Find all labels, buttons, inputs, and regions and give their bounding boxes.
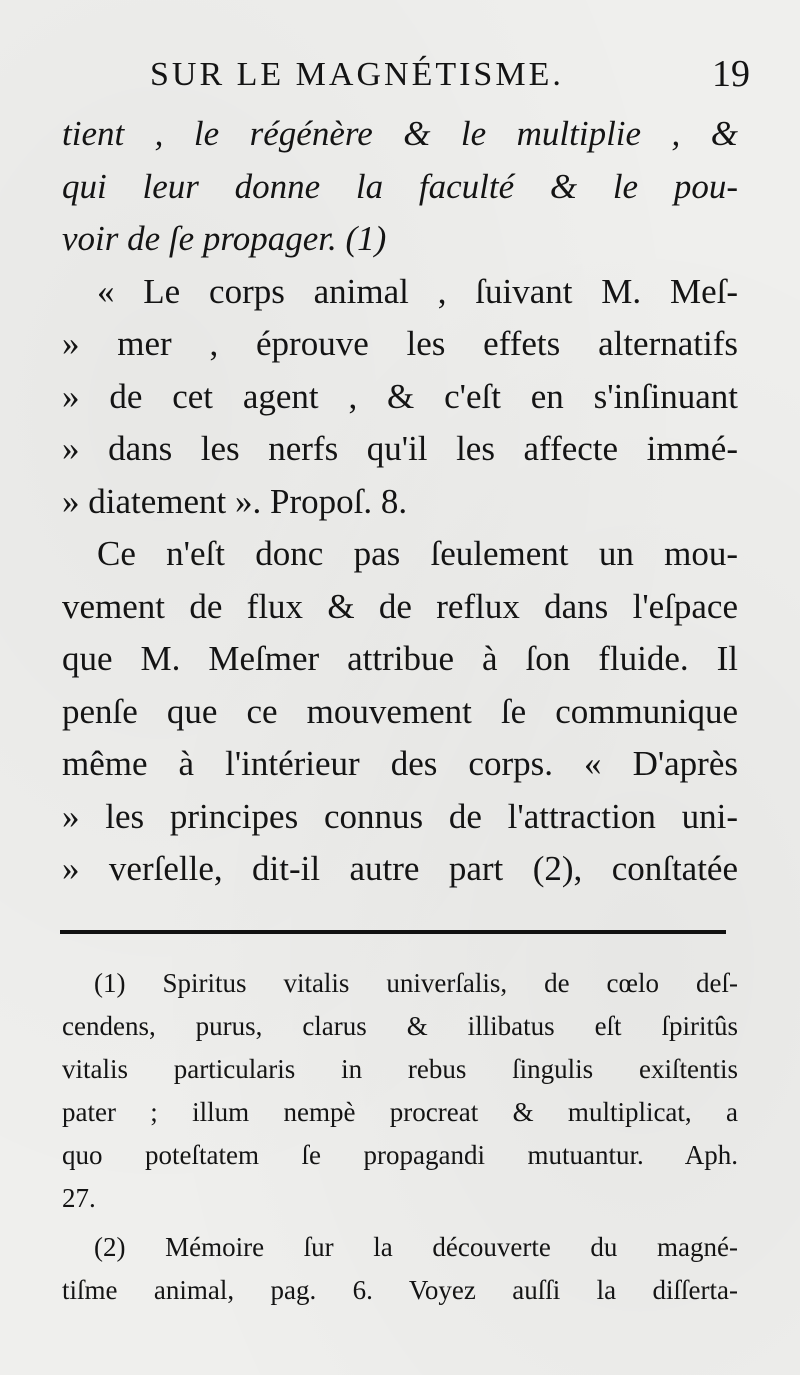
text-line: » verſelle, dit-il autre part (2), conſtatée	[62, 849, 738, 888]
text-line: » les principes connus de l'attraction uni-	[62, 796, 738, 836]
main-text	[62, 108, 738, 896]
text-line: » diatement ». Propoſ. 8.	[62, 481, 408, 521]
text-line: tient , le régénère & le multiplie , &	[62, 114, 738, 153]
footnote-line: pater ; illum nempè procreat & multiplicat, a	[62, 1097, 738, 1127]
footnotes	[62, 962, 738, 1312]
footnote-2	[62, 1226, 738, 1312]
text-line: » dans les nerfs qu'il les affecte immé-	[62, 429, 738, 468]
page-number: 19	[712, 53, 750, 95]
text-line: même à l'intérieur des corps. « D'après	[62, 744, 738, 783]
page-header	[150, 52, 750, 100]
text-line: penſe que ce mouvement ſe communique	[62, 691, 738, 731]
text-line: » mer , éprouve les effets alternatifs	[62, 324, 738, 363]
text-line: que M. Meſmer attribue à ſon fluide. Il	[62, 639, 738, 678]
text-line: » de cet agent , & c'eſt en s'inſinuant	[62, 376, 738, 416]
footnote-line: vitalis particularis in rebus ſingulis exiſtentis	[62, 1054, 738, 1084]
footnote-line: (1) Spiritus vitalis univerſalis, de cœlo deſ-	[94, 968, 738, 998]
footnote-line: 27.	[62, 1183, 96, 1213]
footnote-line: (2) Mémoire ſur la découverte du magné-	[94, 1232, 738, 1262]
text-line: « Le corps animal , ſuivant M. Meſ-	[97, 271, 738, 311]
running-title: SUR LE MAGNÉTISME.	[150, 56, 564, 93]
footnote-line: quo poteſtatem ſe propagandi mutuantur. Aph.	[62, 1140, 738, 1170]
text-line: Ce n'eſt donc pas ſeulement un mou-	[97, 534, 738, 573]
footnote-line: cendens, purus, clarus & illibatus eſt ſpiritûs	[62, 1011, 738, 1041]
text-line: voir de ſe propager. (1)	[62, 219, 387, 258]
footnote-line: tiſme animal, pag. 6. Voyez auſſi la diſſerta-	[62, 1275, 738, 1305]
text-line: qui leur donne la faculté & le pou-	[62, 166, 738, 206]
text-line: vement de flux & de reflux dans l'eſpace	[62, 586, 738, 626]
footnote-1	[62, 962, 738, 1220]
footnote-divider	[60, 930, 726, 934]
